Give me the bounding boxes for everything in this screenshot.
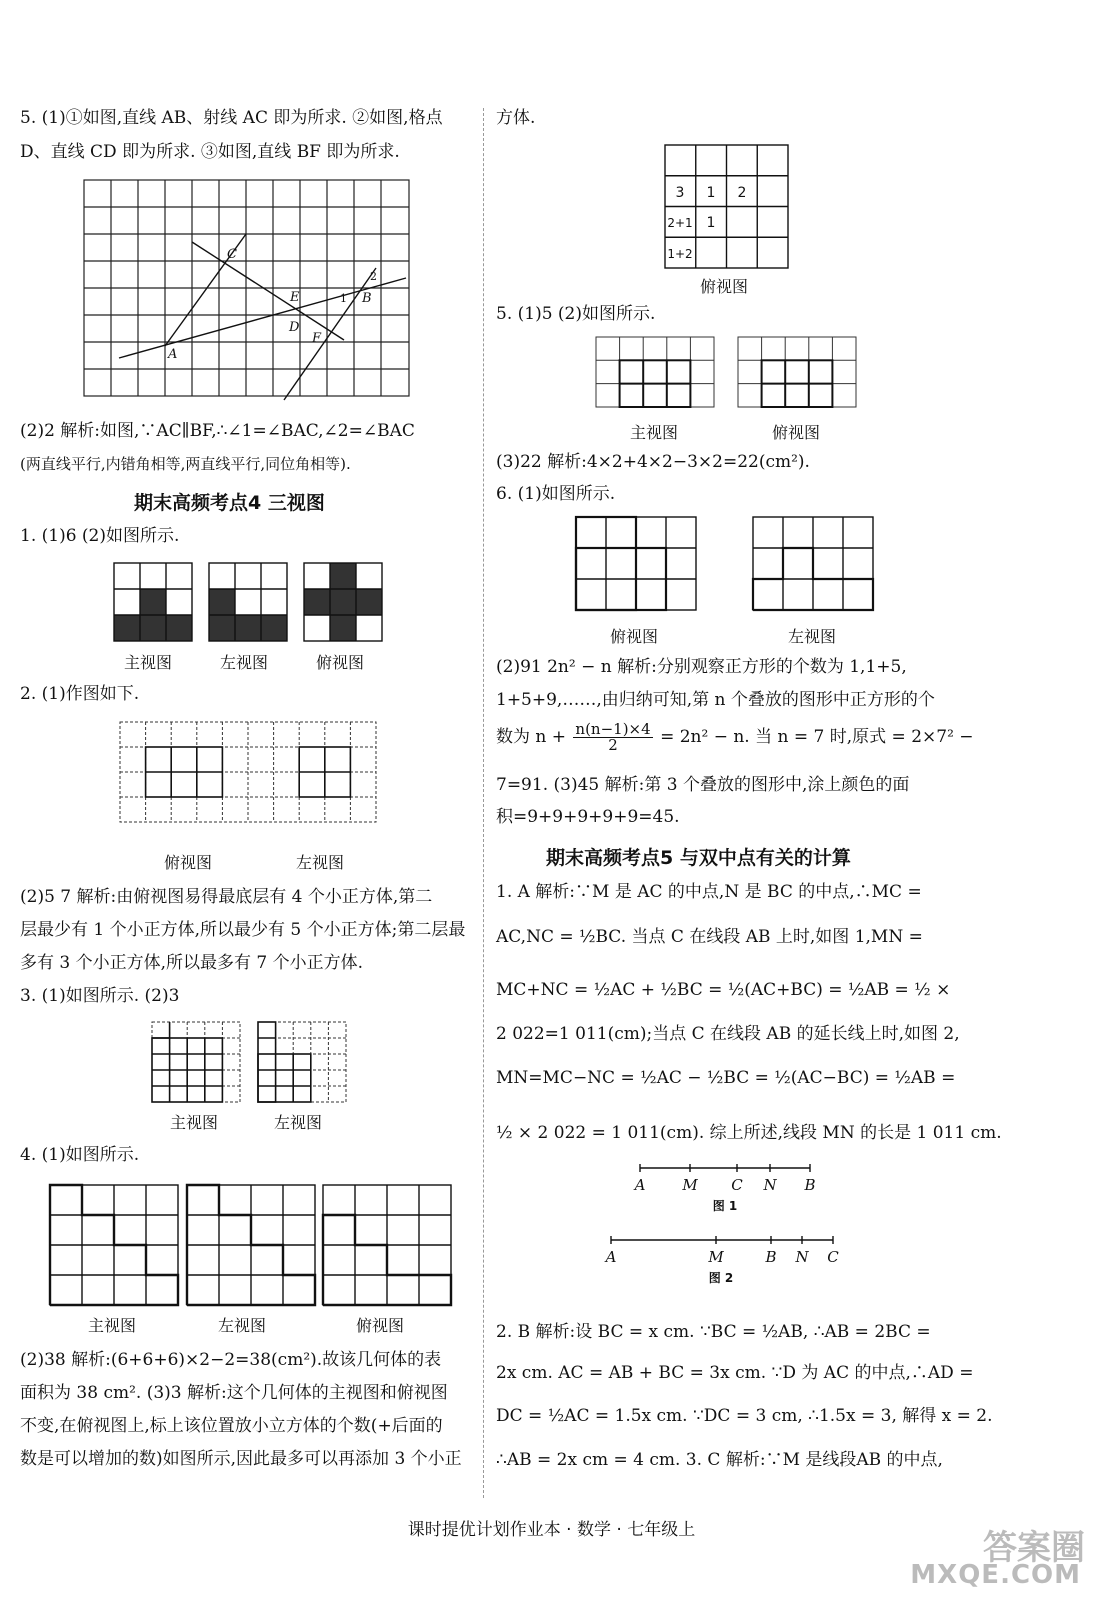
fig1-n: N	[763, 1176, 777, 1194]
fig2-a: A	[605, 1248, 617, 1266]
label-e: E	[290, 290, 300, 305]
r-q5: 5. (1)5 (2)如图所示.	[496, 304, 656, 324]
watermark-logo: 答案圈	[983, 1528, 1085, 1568]
s5-l6: ½ × 2 022 = 1 011(cm). 综上所述,线段 MN 的长是 1 011 cm.	[496, 1123, 1002, 1143]
page-footer: 课时提优计划作业本 · 数学 · 七年级上	[407, 1520, 696, 1540]
r-q5-cap-front: 主视图	[630, 423, 679, 442]
r-q6-cap-left: 左视图	[788, 627, 837, 646]
r-cont: 方体.	[496, 108, 536, 128]
s4-q1-cap-left: 左视图	[220, 653, 269, 672]
r-q6-top-view	[576, 517, 698, 612]
s4-q4-ans2: 面积为 38 cm². (3)3 解析:这个几何体的主视图和俯视图	[20, 1383, 448, 1403]
line-cd	[192, 242, 344, 340]
grid-figure	[84, 180, 414, 400]
s4-q1: 1. (1)6 (2)如图所示.	[20, 526, 180, 546]
r-q6-2-l1: (2)91 2n² − n 解析:分别观察正方形的个数为 1,1+5,	[496, 657, 907, 677]
fig2-caption: 图 2	[708, 1271, 734, 1285]
r-q5-cap-top: 俯视图	[772, 423, 821, 442]
label-angle2: 2	[370, 270, 377, 283]
s5-q2-l2: 2x cm. AC = AB + BC = 3x cm. ∵D 为 AC 的中点,∴AD =	[496, 1363, 974, 1383]
r-top-view-cap: 俯视图	[700, 277, 749, 296]
s4-q2-ans3: 多有 3 个小正方体,所以最多有 7 个小正方体.	[20, 953, 364, 973]
cell-1plus2: 1+2	[667, 247, 693, 261]
s4-q2: 2. (1)作图如下.	[20, 684, 140, 704]
s5-l1: 1. A 解析:∵M 是 AC 的中点,N 是 BC 的中点,∴MC =	[496, 882, 922, 902]
label-a: A	[168, 347, 178, 362]
r-q6-2-l3	[496, 722, 974, 753]
s4-q1-front-view	[114, 563, 194, 641]
r-q6-fraction	[573, 722, 652, 753]
s5-q2-l4: ∴AB = 2x cm = 4 cm. 3. C 解析:∵M 是线段AB 的中点,	[496, 1450, 943, 1470]
fig1-m: M	[682, 1176, 698, 1194]
s4-q4-top-view	[323, 1185, 453, 1307]
r-q6-frac-num: n(n−1)×4	[575, 720, 651, 738]
label-b: B	[362, 291, 372, 306]
fig1-a: A	[634, 1176, 646, 1194]
fig2-c: C	[827, 1248, 839, 1266]
r-q6-frac-den: 2	[608, 736, 618, 754]
s4-q3-cap-left: 左视图	[274, 1113, 323, 1132]
section5-title: 期末高频考点5 与双中点有关的计算	[546, 847, 851, 869]
fig1-caption: 图 1	[712, 1199, 738, 1213]
s4-q4-cap-front: 主视图	[88, 1316, 137, 1335]
s4-q4-cap-left: 左视图	[218, 1316, 267, 1335]
column-divider	[483, 108, 484, 1498]
s4-q2-ans2: 层最少有 1 个小正方体,所以最少有 5 个小正方体;第二层最	[20, 920, 466, 940]
s4-q1-cap-front: 主视图	[124, 653, 173, 672]
s4-q4-ans3: 不变,在俯视图上,标上该位置放小立方体的个数(+后面的	[20, 1416, 443, 1436]
s4-q4-front-view	[50, 1185, 180, 1307]
section4-title: 期末高频考点4 三视图	[134, 492, 325, 514]
r-q6-2-l5: 积=9+9+9+9+9=45.	[496, 807, 680, 827]
s4-q4-left-view	[187, 1185, 317, 1307]
fig2-b: B	[765, 1248, 777, 1266]
r-q5-front-view	[596, 337, 716, 409]
r-q6-cap-top: 俯视图	[610, 627, 659, 646]
s4-q1-cap-top: 俯视图	[316, 653, 365, 672]
cell-1b: 1	[706, 215, 716, 231]
label-f: F	[312, 331, 322, 346]
r-q6-2-l4: 7=91. (3)45 解析:第 3 个叠放的图形中,涂上颜色的面	[496, 775, 910, 795]
fig2-n: N	[795, 1248, 809, 1266]
watermark-url: MXQE.COM	[910, 1560, 1081, 1590]
s4-q2-cap-top: 俯视图	[164, 853, 213, 872]
q5-line1: 5. (1)①如图,直线 AB、射线 AC 即为所求. ②如图,格点	[20, 108, 443, 128]
s4-q4-ans4: 数是可以增加的数)如图所示,因此最多可以再添加 3 个小正	[20, 1449, 462, 1469]
r-q6-2-l3b: = 2n² − n. 当 n = 7 时,原式 = 2×7² −	[660, 727, 974, 747]
s4-q3-left-view	[258, 1022, 348, 1104]
r-q6-2-l3a: 数为 n +	[496, 727, 567, 747]
s4-q4-ans1: (2)38 解析:(6+6+6)×2−2=38(cm²).故该几何体的表	[20, 1350, 442, 1370]
s4-q2-ans1: (2)5 7 解析:由俯视图易得最底层有 4 个小正方体,第二	[20, 887, 433, 907]
s4-q3: 3. (1)如图所示. (2)3	[20, 986, 180, 1006]
figure-2	[603, 1234, 843, 1284]
s5-q2-l3: DC = ½AC = 1.5x cm. ∵DC = 3 cm, ∴1.5x = 3, 解得 x = 2.	[496, 1406, 993, 1426]
s4-q3-front-view	[152, 1022, 242, 1104]
label-angle1: 1	[340, 292, 347, 305]
fig1-b: B	[804, 1176, 816, 1194]
cell-2: 2	[737, 185, 747, 201]
r-q5-3: (3)22 解析:4×2+4×2−3×2=22(cm²).	[496, 452, 810, 472]
r-top-view-grid	[665, 145, 790, 270]
cell-3: 3	[675, 185, 685, 201]
s5-l4: 2 022=1 011(cm);当点 C 在线段 AB 的延长线上时,如图 2,	[496, 1024, 960, 1044]
s4-q2-cap-left: 左视图	[296, 853, 345, 872]
q5-2-line1: (2)2 解析:如图,∵AC∥BF,∴∠1=∠BAC,∠2=∠BAC	[20, 421, 415, 441]
cell-2plus1: 2+1	[667, 216, 693, 230]
s5-l3: MC+NC = ½AC + ½BC = ½(AC+BC) = ½AB = ½ ×	[496, 980, 951, 1000]
r-q6-left-view	[753, 517, 875, 612]
fig1-c: C	[731, 1176, 743, 1194]
label-d: D	[289, 320, 300, 335]
s5-q2-l1: 2. B 解析:设 BC = x cm. ∵BC = ½AB, ∴AB = 2BC =	[496, 1322, 931, 1342]
s4-q3-cap-front: 主视图	[170, 1113, 219, 1132]
s4-q1-top-view	[304, 563, 384, 641]
q5-2-line2: (两直线平行,内错角相等,两直线平行,同位角相等).	[20, 455, 351, 473]
q5-line2: D、直线 CD 即为所求. ③如图,直线 BF 即为所求.	[20, 142, 400, 162]
fig2-m: M	[708, 1248, 724, 1266]
r-q6: 6. (1)如图所示.	[496, 484, 616, 504]
s5-l5: MN=MC−NC = ½AC − ½BC = ½(AC−BC) = ½AB =	[496, 1068, 956, 1088]
r-q6-2-l2: 1+5+9,……,由归纳可知,第 n 个叠放的图形中正方形的个	[496, 690, 935, 710]
s5-l2: AC,NC = ½BC. 当点 C 在线段 AB 上时,如图 1,MN =	[496, 927, 923, 947]
s4-q1-left-view	[209, 563, 289, 641]
label-c: C	[227, 247, 237, 262]
r-q5-top-view	[738, 337, 858, 409]
s4-q4: 4. (1)如图所示.	[20, 1145, 140, 1165]
s4-q2-dashed-grid	[120, 722, 380, 824]
figure-1	[630, 1162, 820, 1212]
s4-q4-cap-top: 俯视图	[356, 1316, 405, 1335]
line-ab	[119, 278, 406, 358]
cell-1a: 1	[706, 185, 716, 201]
